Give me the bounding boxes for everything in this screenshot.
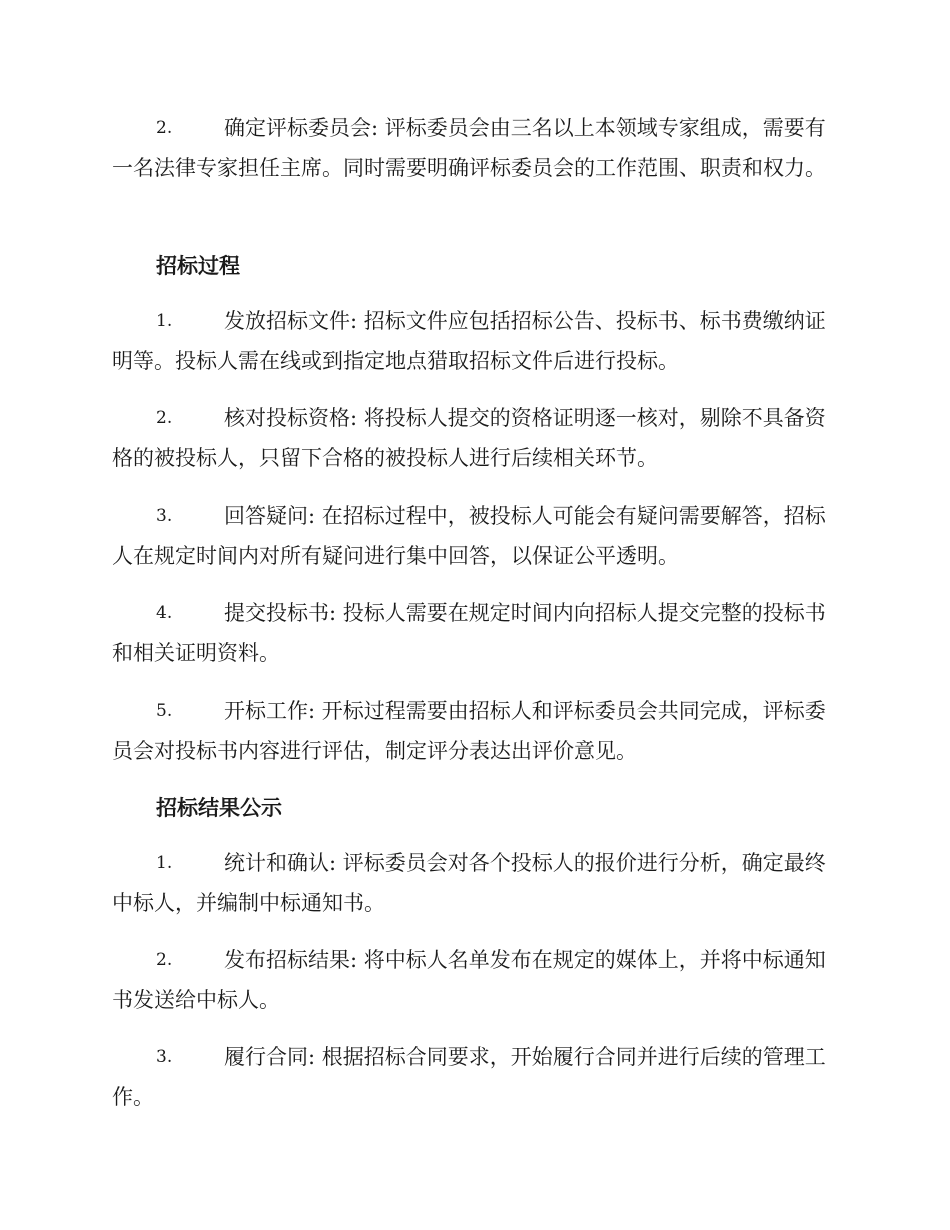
list-item xyxy=(0,398,950,478)
item-text: 发放招标文件: 招标文件应包括招标公告、投标书、标书费缴纳证明等。投标人需在线或到指定地点猎取招标文件后进行投标。 xyxy=(112,309,826,373)
item-text: 统计和确认: 评标委员会对各个投标人的报价进行分析，确定最终中标人，并编制中标通知书。 xyxy=(112,851,826,915)
item-text: 提交投标书: 投标人需要在规定时间内向招标人提交完整的投标书和相关证明资料。 xyxy=(112,601,826,665)
item-number: 2. xyxy=(156,950,173,970)
item-number: 2. xyxy=(156,118,173,138)
item-number: 4. xyxy=(156,603,173,623)
item-text: 核对投标资格: 将投标人提交的资格证明逐一核对，剔除不具备资格的被投标人，只留下合格的被投标人进行后续相关环节。 xyxy=(112,406,826,470)
section-heading: 招标结果公示 xyxy=(156,795,282,820)
item-number: 2. xyxy=(156,408,173,428)
item-text: 开标工作: 开标过程需要由招标人和评标委员会共同完成，评标委员会对投标书内容进行评估，制定评分表达出评价意见。 xyxy=(112,699,826,763)
list-item xyxy=(0,940,950,1020)
list-item xyxy=(0,1037,950,1117)
item-text: 履行合同: 根据招标合同要求，开始履行合同并进行后续的管理工作。 xyxy=(112,1045,826,1109)
list-item xyxy=(0,496,950,576)
section-heading: 招标过程 xyxy=(156,253,240,278)
list-item xyxy=(0,108,950,188)
item-number: 3. xyxy=(156,506,173,526)
item-text: 确定评标委员会: 评标委员会由三名以上本领域专家组成，需要有一名法律专家担任主席。同时需要明确评标委员会的工作范围、职责和权力。 xyxy=(112,116,826,180)
item-number: 5. xyxy=(156,701,173,721)
item-text: 发布招标结果: 将中标人名单发布在规定的媒体上，并将中标通知书发送给中标人。 xyxy=(112,948,826,1012)
item-number: 3. xyxy=(156,1047,173,1067)
list-item xyxy=(0,843,950,923)
item-text: 回答疑问: 在招标过程中，被投标人可能会有疑问需要解答，招标人在规定时间内对所有疑问进行集中回答，以保证公平透明。 xyxy=(112,504,826,568)
item-number: 1. xyxy=(156,853,173,873)
list-item xyxy=(0,301,950,381)
list-item xyxy=(0,593,950,673)
item-number: 1. xyxy=(156,311,173,331)
list-item xyxy=(0,691,950,771)
